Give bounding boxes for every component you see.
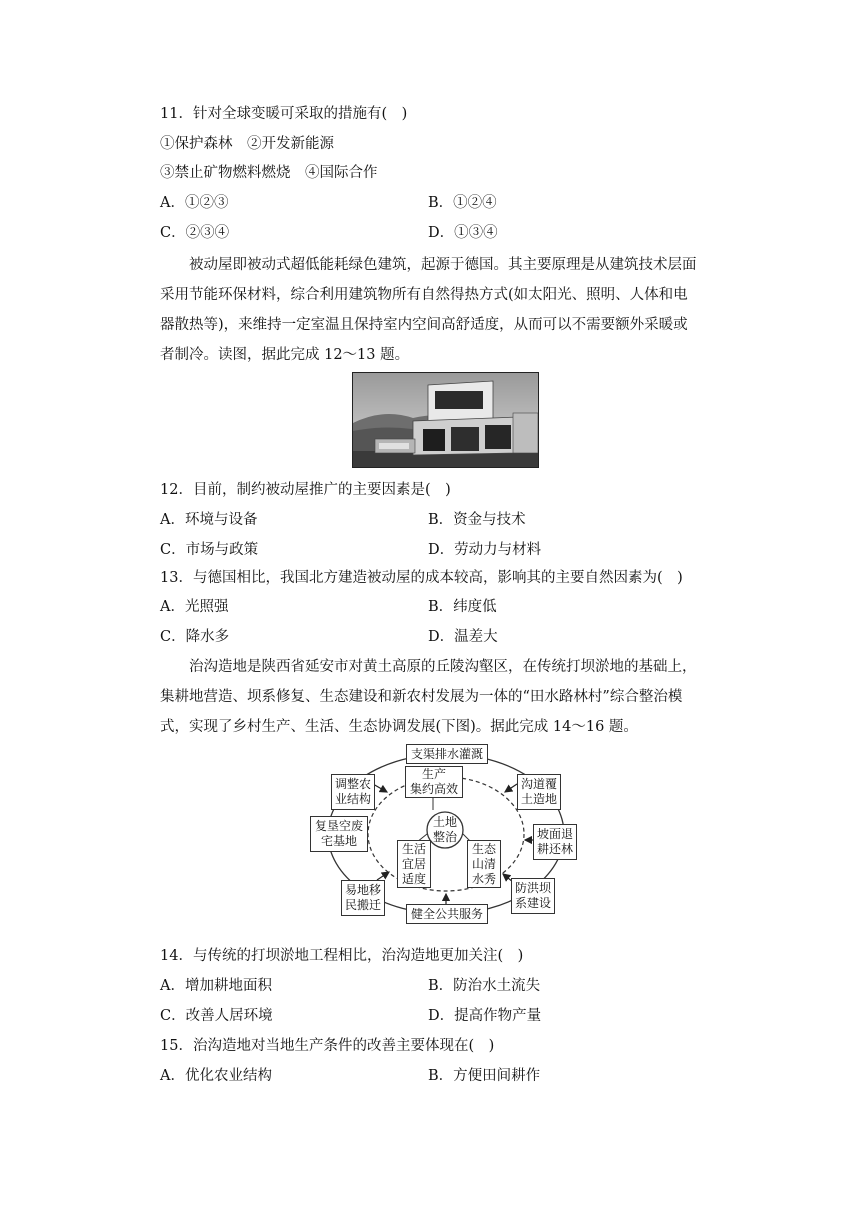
q12-stem: 12．目前，制约被动屋推广的主要因素是( ) — [160, 482, 451, 498]
node-flood-dam-system: 防洪坝 系建设 — [511, 878, 555, 914]
q13-stem: 13．与德国相比，我国北方建造被动屋的成本较高，影响其的主要自然因素为( ) — [160, 570, 683, 586]
q14-option-d: D．提高作物产量 — [428, 1008, 542, 1024]
q15-option-a: A．优化农业结构 — [160, 1068, 272, 1084]
q14-option-c: C．改善人居环境 — [160, 1008, 273, 1024]
q11-stem: 11．针对全球变暖可采取的措施有( ) — [160, 106, 408, 122]
node-gully-soil-land: 沟道覆 土造地 — [517, 774, 561, 810]
q15-stem: 15．治沟造地对当地生产条件的改善主要体现在( ) — [160, 1038, 495, 1054]
q11-items-line1: ①保护森林 ②开发新能源 — [160, 136, 334, 152]
passive-house-photo — [352, 372, 539, 468]
q13-option-d: D．温差大 — [428, 629, 498, 645]
q12-option-b: B．资金与技术 — [428, 512, 526, 528]
q12-option-a: A．环境与设备 — [160, 512, 258, 528]
q11-option-a: A．①②③ — [160, 195, 229, 211]
q11-option-b: B．①②④ — [428, 195, 497, 211]
q13-option-b: B．纬度低 — [428, 599, 497, 615]
q14-stem: 14．与传统的打坝淤地工程相比，治沟造地更加关注( ) — [160, 948, 524, 964]
q14-option-a: A．增加耕地面积 — [160, 978, 272, 994]
node-adjust-agriculture: 调整农 业结构 — [331, 774, 375, 810]
gully-land-diagram — [305, 742, 587, 926]
node-living: 生活 宜居 适度 — [397, 840, 431, 888]
q13-option-a: A．光照强 — [160, 599, 229, 615]
passage-passive-house: 被动屋即被动式超低能耗绿色建筑，起源于德国。其主要原理是从建筑技术层面采用节能环保材料，综合利用建筑物所有自然得热方式(如太阳光、照明、人体和电器散热等)，来维持一定室温且保持室内空间高舒适度，从而可以不需要额外采暖或者制冷。读图，据此完成 12～13 题。 — [160, 257, 697, 363]
q12-option-d: D．劳动力与材料 — [428, 542, 542, 558]
node-branch-canal-irrigation: 支渠排水灌溉 — [406, 744, 488, 764]
q11-option-d: D．①③④ — [428, 225, 498, 241]
q11-items-line2: ③禁止矿物燃料燃烧 ④国际合作 — [160, 165, 378, 181]
q14-option-b: B．防治水土流失 — [428, 978, 541, 994]
node-slope-reforestation: 坡面退 耕还林 — [533, 824, 577, 860]
node-public-services: 健全公共服务 — [406, 904, 488, 924]
passage-gully-land: 治沟造地是陕西省延安市对黄土高原的丘陵沟壑区，在传统打坝淤地的基础上，集耕地营造、坝系修复、生态建设和新农村发展为一体的“田水路林村”综合整治模式，实现了乡村生产、生活、生态协调发展(下图)。据此完成 14～16 题。 — [160, 659, 697, 735]
q15-option-b: B．方便田间耕作 — [428, 1068, 541, 1084]
node-relocation: 易地移 民搬迁 — [341, 880, 385, 916]
q11-option-c: C．②③④ — [160, 225, 230, 241]
node-production: 生产 集约高效 — [405, 766, 463, 798]
node-land-consolidation: 土地 整治 — [432, 815, 457, 844]
node-ecology: 生态 山清 水秀 — [467, 840, 501, 888]
q13-option-c: C．降水多 — [160, 629, 230, 645]
q12-option-c: C．市场与政策 — [160, 542, 259, 558]
node-reclaim-homestead: 复垦空废 宅基地 — [310, 816, 368, 852]
